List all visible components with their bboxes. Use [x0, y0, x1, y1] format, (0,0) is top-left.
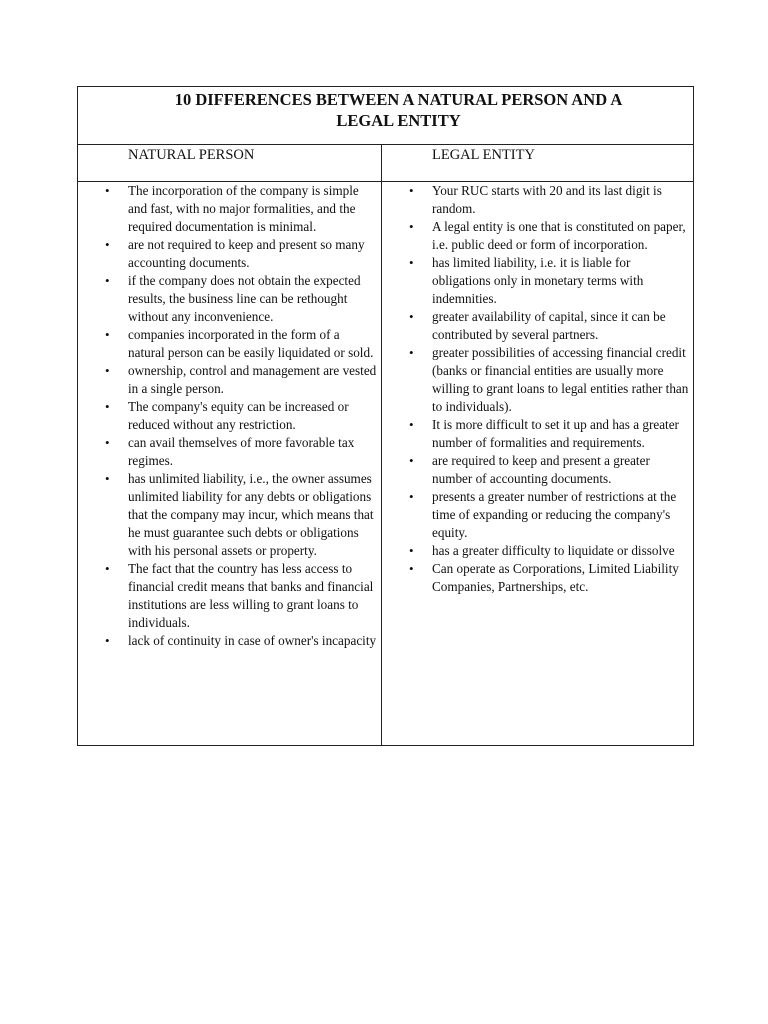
- legal-entity-list: [382, 182, 693, 596]
- bullet-icon: •: [105, 633, 110, 648]
- bullet-icon: •: [105, 273, 110, 288]
- bullet-icon: •: [409, 255, 414, 270]
- list-item: [78, 560, 381, 632]
- list-item-text: can avail themselves of more favorable tax regimes.: [128, 435, 355, 468]
- list-item: [382, 560, 693, 596]
- list-item: [382, 416, 693, 452]
- list-item-text: A legal entity is one that is constituted on paper, i.e. public deed or form of incorporation.: [432, 219, 686, 252]
- list-item: [382, 182, 693, 218]
- list-item: [382, 488, 693, 542]
- list-item: [78, 272, 381, 326]
- column-header-row: [78, 145, 693, 182]
- list-item: [382, 308, 693, 344]
- table-body-row: [78, 182, 693, 745]
- title-line-2: LEGAL ENTITY: [336, 111, 461, 130]
- list-item-text: The fact that the country has less access to financial credit means that banks and financial institutions are less willing to grant loans to individuals.: [128, 561, 374, 630]
- table-title: [78, 87, 693, 145]
- list-item: [382, 344, 693, 416]
- bullet-icon: •: [105, 471, 110, 486]
- list-item: [78, 326, 381, 362]
- list-item-text: if the company does not obtain the expected results, the business line can be rethought without any inconvenience.: [128, 273, 361, 324]
- list-item-text: are required to keep and present a greater number of accounting documents.: [432, 453, 650, 486]
- list-item-text: It is more difficult to set it up and has a greater number of formalities and requirements.: [432, 417, 679, 450]
- title-line-1: 10 DIFFERENCES BETWEEN A NATURAL PERSON AND A: [174, 90, 623, 109]
- bullet-icon: •: [409, 417, 414, 432]
- bullet-icon: •: [409, 453, 414, 468]
- bullet-icon: •: [105, 327, 110, 342]
- list-item-text: are not required to keep and present so many accounting documents.: [128, 237, 365, 270]
- list-item: [78, 434, 381, 470]
- list-item: [78, 632, 381, 650]
- bullet-icon: •: [105, 363, 110, 378]
- list-item-text: has limited liability, i.e. it is liable for obligations only in monetary terms with indemnities.: [432, 255, 644, 306]
- list-item-text: presents a greater number of restrictions at the time of expanding or reducing the company's equity.: [432, 489, 677, 540]
- list-item-text: lack of continuity in case of owner's incapacity: [128, 633, 377, 648]
- legal-entity-column: [382, 182, 693, 745]
- list-item-text: Can operate as Corporations, Limited Liability Companies, Partnerships, etc.: [432, 561, 679, 594]
- natural-person-list: [78, 182, 381, 650]
- bullet-icon: •: [105, 183, 110, 198]
- list-item: [78, 398, 381, 434]
- comparison-table: [77, 86, 694, 746]
- list-item: [382, 254, 693, 308]
- bullet-icon: •: [105, 561, 110, 576]
- list-item-text: greater availability of capital, since it can be contributed by several partners.: [432, 309, 666, 342]
- list-item: [382, 542, 693, 560]
- list-item: [78, 182, 381, 236]
- bullet-icon: •: [409, 561, 414, 576]
- bullet-icon: •: [409, 183, 414, 198]
- natural-person-header: NATURAL PERSON: [78, 145, 382, 181]
- list-item-text: ownership, control and management are vested in a single person.: [128, 363, 377, 396]
- list-item-text: The company's equity can be increased or reduced without any restriction.: [128, 399, 349, 432]
- bullet-icon: •: [409, 219, 414, 234]
- bullet-icon: •: [105, 237, 110, 252]
- list-item-text: The incorporation of the company is simple and fast, with no major formalities, and the required documentation is minimal.: [128, 183, 359, 234]
- list-item-text: has a greater difficulty to liquidate or dissolve: [432, 543, 675, 558]
- bullet-icon: •: [105, 399, 110, 414]
- list-item: [78, 236, 381, 272]
- bullet-icon: •: [409, 309, 414, 324]
- natural-person-column: [78, 182, 382, 745]
- list-item: [78, 362, 381, 398]
- bullet-icon: •: [409, 489, 414, 504]
- bullet-icon: •: [105, 435, 110, 450]
- list-item: [382, 452, 693, 488]
- list-item-text: companies incorporated in the form of a natural person can be easily liquidated or sold.: [128, 327, 374, 360]
- bullet-icon: •: [409, 543, 414, 558]
- list-item-text: Your RUC starts with 20 and its last digit is random.: [432, 183, 662, 216]
- list-item-text: has unlimited liability, i.e., the owner assumes unlimited liability for any debts or obligations that the company may incur, which means that he must guarantee such debts or obligations with his personal assets or property.: [128, 471, 374, 558]
- bullet-icon: •: [409, 345, 414, 360]
- list-item: [382, 218, 693, 254]
- legal-entity-header: LEGAL ENTITY: [432, 147, 535, 163]
- list-item: [78, 470, 381, 560]
- list-item-text: greater possibilities of accessing financial credit (banks or financial entities are usually more willing to grant loans to legal entities rather than to individuals).: [432, 345, 689, 414]
